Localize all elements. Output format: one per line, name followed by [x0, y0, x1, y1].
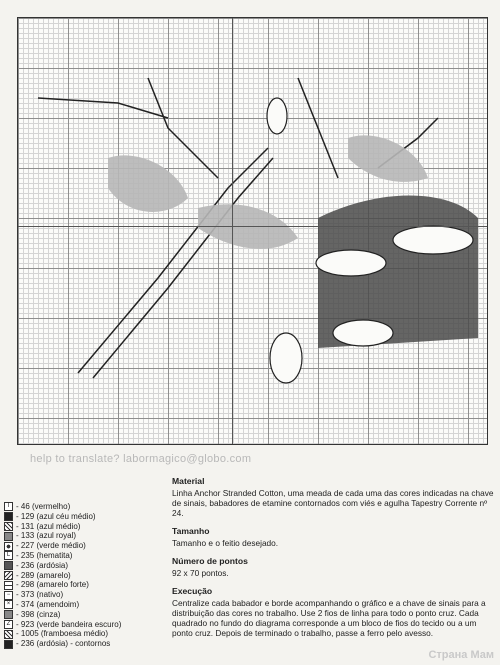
- symbol-icon: [4, 571, 13, 580]
- symbol-icon: I: [4, 502, 13, 511]
- petal-3: [333, 320, 393, 346]
- petal-5: [267, 98, 287, 134]
- symbol-icon: [4, 640, 13, 649]
- legend-item: - 1005 (framboesa médio): [4, 629, 154, 639]
- center-line-horizontal: [18, 226, 488, 227]
- stitch-count-heading: Número de pontos: [172, 556, 248, 566]
- legend-item: - 298 (amarelo forte): [4, 580, 154, 590]
- legend-item: Z - 923 (verde bandeira escuro): [4, 620, 154, 630]
- cross-stitch-chart: [17, 17, 488, 445]
- symbol-icon: −: [4, 591, 13, 600]
- chart-drawing: [18, 18, 488, 445]
- instructions: [172, 476, 494, 646]
- symbol-icon: Z: [4, 620, 13, 629]
- legend-item: - 227 (verde médio): [4, 541, 154, 551]
- legend-item: I - 46 (vermelho): [4, 502, 154, 512]
- stitch-count-text: 92 x 70 pontos.: [172, 568, 229, 578]
- legend-item: − - 373 (nativo): [4, 590, 154, 600]
- symbol-icon: [4, 581, 13, 590]
- legend-item: - 236 (ardósia): [4, 561, 154, 571]
- symbol-icon: [4, 630, 13, 639]
- stem-upper: [148, 78, 218, 178]
- symbol-icon: [4, 532, 13, 541]
- legend-item: - 398 (cinza): [4, 610, 154, 620]
- size-text: Tamanho e o feitio desejado.: [172, 538, 279, 548]
- stem-right: [298, 78, 338, 178]
- leaf-shape-2: [348, 135, 428, 182]
- legend-item: - 133 (azul royal): [4, 531, 154, 541]
- legend-item: - 131 (azul médio): [4, 522, 154, 532]
- symbol-icon: [4, 512, 13, 521]
- color-legend: [4, 502, 154, 649]
- petal: [393, 226, 473, 254]
- legend-item: - 236 (ardósia) - contornos: [4, 639, 154, 649]
- symbol-icon: [4, 522, 13, 531]
- center-line-vertical: [232, 18, 233, 445]
- legend-item: × - 374 (amendoim): [4, 600, 154, 610]
- symbol-icon: ×: [4, 600, 13, 609]
- material-text: Linha Anchor Stranded Cotton, uma meada de cada uma das cores indicadas na chave de sinais, babadores de etamine contornados com viés e agulha Tapestry Corrente nº 24.: [172, 488, 494, 518]
- site-logo: Страна Мам: [428, 649, 494, 661]
- petal-2: [316, 250, 386, 276]
- symbol-icon: [4, 542, 13, 551]
- watermark-text: help to translate? labormagico@globo.com: [30, 453, 252, 465]
- leaf-shape: [108, 155, 188, 212]
- material-heading: Material: [172, 476, 205, 486]
- symbol-icon: L: [4, 551, 13, 560]
- size-heading: Tamanho: [172, 526, 210, 536]
- petal-4: [270, 333, 302, 383]
- stem-left: [38, 98, 168, 118]
- execution-text: Centralize cada babador e borde acompanhando o gráfico e a chave de sinais para a distribuição das cores no trabalho. Use 2 fios de linha para todo o ponto cruz. Cada quadrado no fundo do diagrama corresponde a um bloco de fios do tecido ou a um ponto cruz. Depois de terminado o trabalho, passe a ferro pelo avesso.: [172, 598, 486, 638]
- execution-heading: Execução: [172, 586, 213, 596]
- legend-item: L - 235 (hematita): [4, 551, 154, 561]
- legend-item: - 129 (azul céu médio): [4, 512, 154, 522]
- symbol-icon: [4, 610, 13, 619]
- legend-item: - 289 (amarelo): [4, 571, 154, 581]
- symbol-icon: [4, 561, 13, 570]
